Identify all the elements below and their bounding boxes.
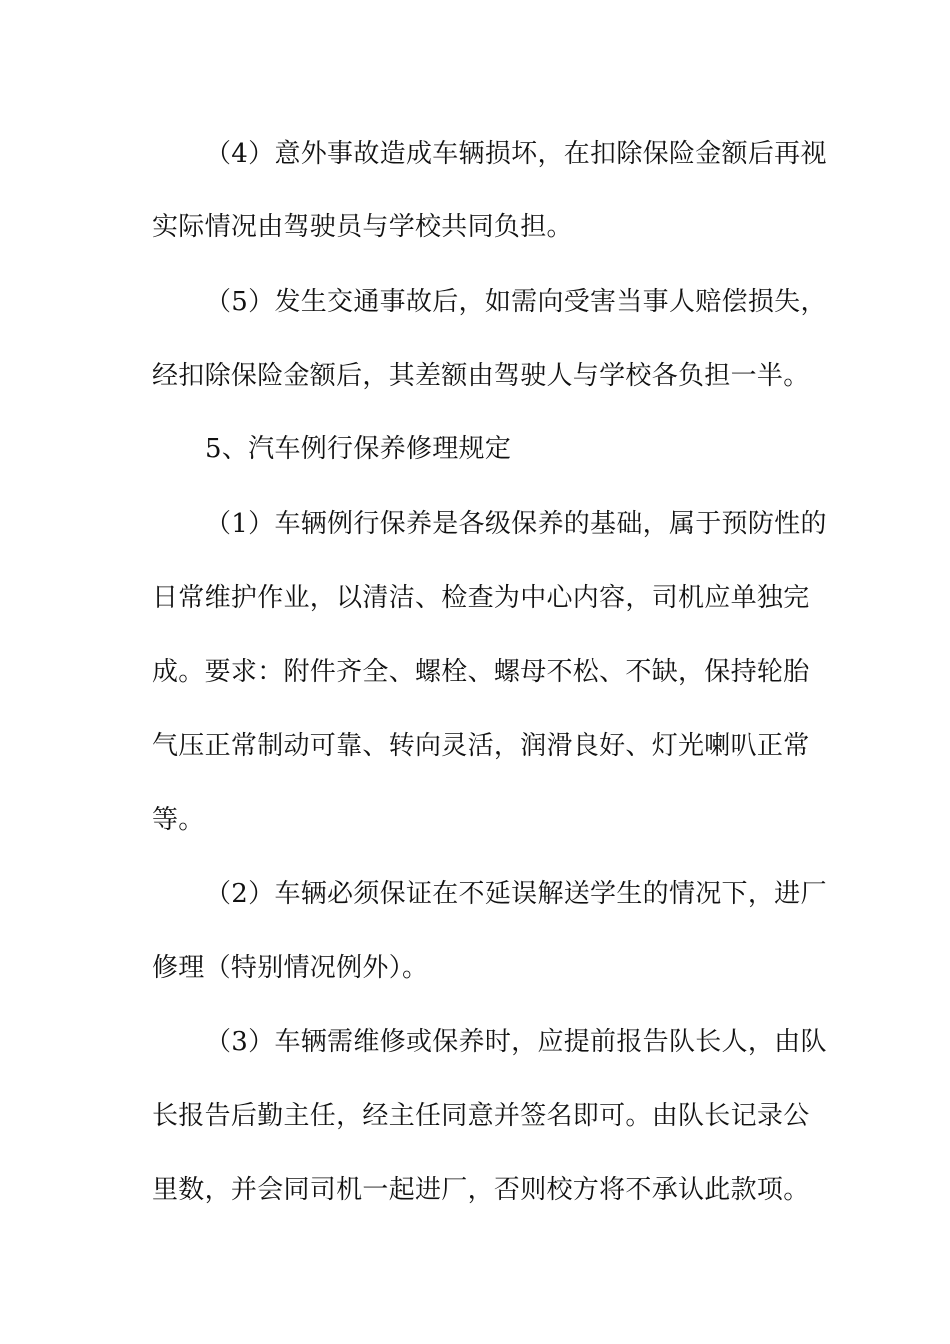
paragraph-5-line-1: （5）发生交通事故后，如需向受害当事人赔偿损失， — [205, 287, 827, 317]
item-1-line-1: （1）车辆例行保养是各级保养的基础，属于预防性的 — [205, 509, 827, 539]
item-3-line-2: 长报告后勤主任，经主任同意并签名即可。由队长记录公 — [152, 1101, 810, 1131]
paragraph-4-line-1: （4）意外事故造成车辆损坏，在扣除保险金额后再视 — [205, 139, 827, 169]
item-1-line-5: 等。 — [152, 805, 205, 835]
item-2-line-2: 修理（特别情况例外）。 — [152, 953, 429, 983]
item-1-line-3: 成。要求：附件齐全、螺栓、螺母不松、不缺，保持轮胎 — [152, 657, 810, 687]
item-1-line-2: 日常维护作业，以清洁、检查为中心内容，司机应单独完 — [152, 583, 810, 613]
item-1-line-4: 气压正常制动可靠、转向灵活，润滑良好、灯光喇叭正常 — [152, 731, 810, 761]
item-2-line-1: （2）车辆必须保证在不延误解送学生的情况下，进厂 — [205, 879, 827, 909]
paragraph-5-line-2: 经扣除保险金额后，其差额由驾驶人与学校各负担一半。 — [152, 361, 810, 391]
item-3-line-1: （3）车辆需维修或保养时，应提前报告队长人，由队 — [205, 1027, 827, 1057]
section-heading: 5、汽车例行保养修理规定 — [205, 434, 512, 464]
item-3-line-3: 里数，并会同司机一起进厂，否则校方将不承认此款项。 — [152, 1175, 810, 1205]
paragraph-4-line-2: 实际情况由驾驶员与学校共同负担。 — [152, 212, 573, 242]
